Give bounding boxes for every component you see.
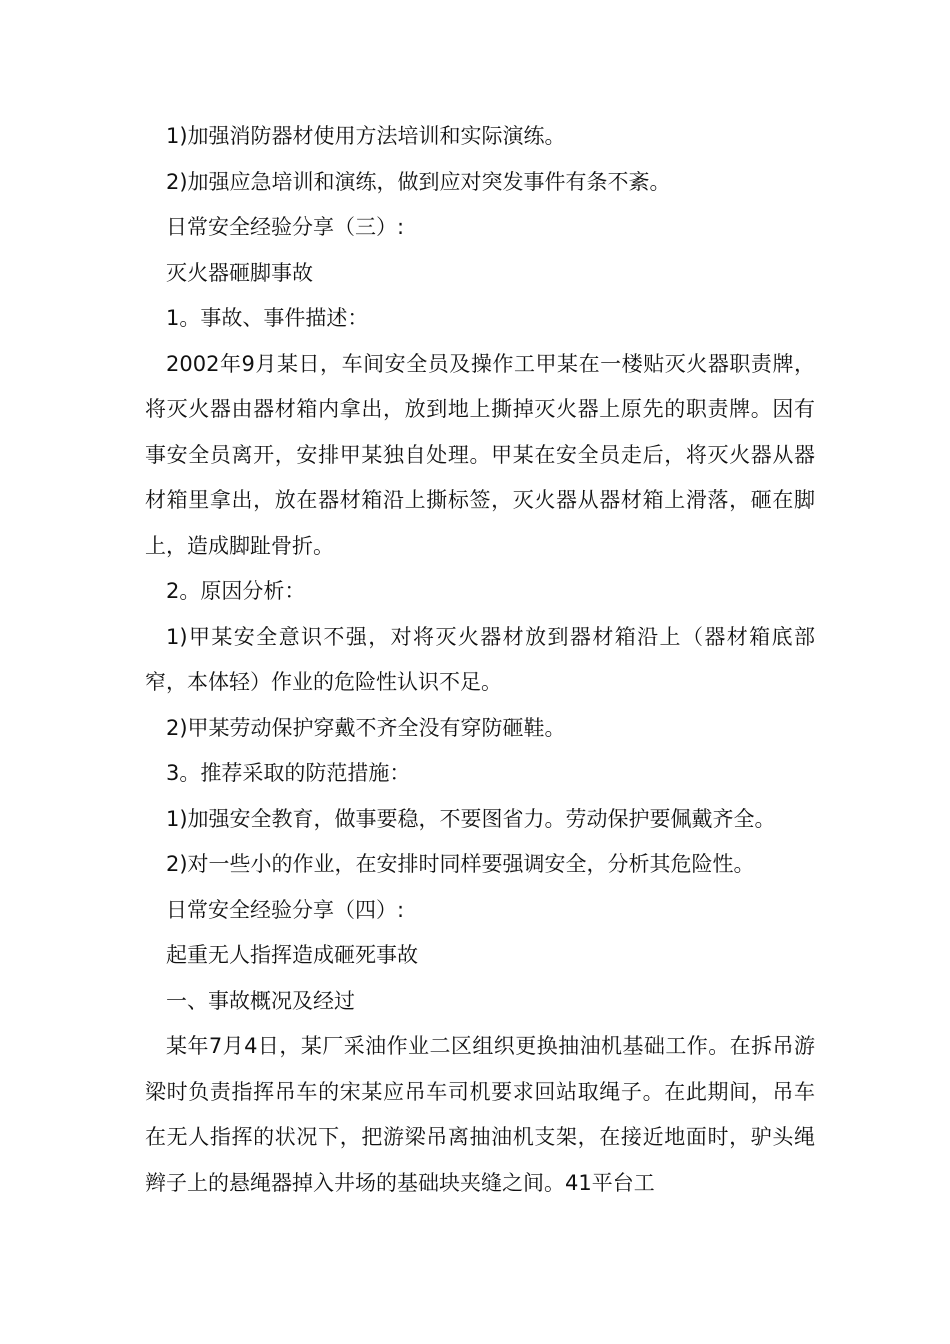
subheading-measures: 3。推荐采取的防范措施：: [166, 761, 411, 785]
paragraph-2: 2)加强应急培训和演练，做到应对突发事件有条不紊。: [166, 169, 671, 194]
section-heading-4: 日常安全经验分享（四）:: [166, 897, 405, 922]
document-body: [145, 114, 815, 1206]
subheading-overview: 一、事故概况及经过: [166, 988, 355, 1013]
paragraph-cause-1: 1)甲某安全意识不强，对将灭火器材放到器材箱沿上（器材箱底部窄，本体轻）作业的危险性认识不足。: [145, 624, 815, 694]
paragraph-cause-2: 2)甲某劳动保护穿戴不齐全没有穿防砸鞋。: [166, 715, 566, 740]
section-heading-3: 日常安全经验分享（三）:: [166, 215, 405, 239]
subheading-cause: 2。原因分析：: [166, 579, 306, 603]
paragraph-1: 1)加强消防器材使用方法培训和实际演练。: [166, 124, 566, 148]
paragraph-measure-2: 2)对一些小的作业，在安排时同样要强调安全，分析其危险性。: [166, 852, 755, 876]
paragraph-measure-1: 1)加强安全教育，做事要稳，不要图省力。劳动保护要佩戴齐全。: [166, 806, 776, 831]
paragraph-overview: 某年7月4日，某厂采油作业二区组织更换抽油机基础工作。在拆吊游梁时负责指挥吊车的宋某应吊车司机要求回站取绳子。在此期间，吊车在无人指挥的状况下，把游梁吊离抽油机支架，在接近地面时，驴头绳辫子上的悬绳器掉入井场的基础块夹缝之间。41平台工: [145, 1034, 815, 1195]
incident-title-4: 起重无人指挥造成砸死事故: [166, 943, 418, 967]
subheading-description: 1。事故、事件描述：: [166, 306, 369, 330]
paragraph-description: 2002年9月某日，车间安全员及操作工甲某在一楼贴灭火器职责牌，将灭火器由器材箱内拿出，放到地上撕掉灭火器上原先的职责牌。因有事安全员离开，安排甲某独自处理。甲某在安全员走后，将灭火器从器材箱里拿出，放在器材箱沿上撕标签，灭火器从器材箱上滑落，砸在脚上，造成脚趾骨折。: [145, 351, 815, 558]
incident-title-3: 灭火器砸脚事故: [166, 260, 313, 285]
